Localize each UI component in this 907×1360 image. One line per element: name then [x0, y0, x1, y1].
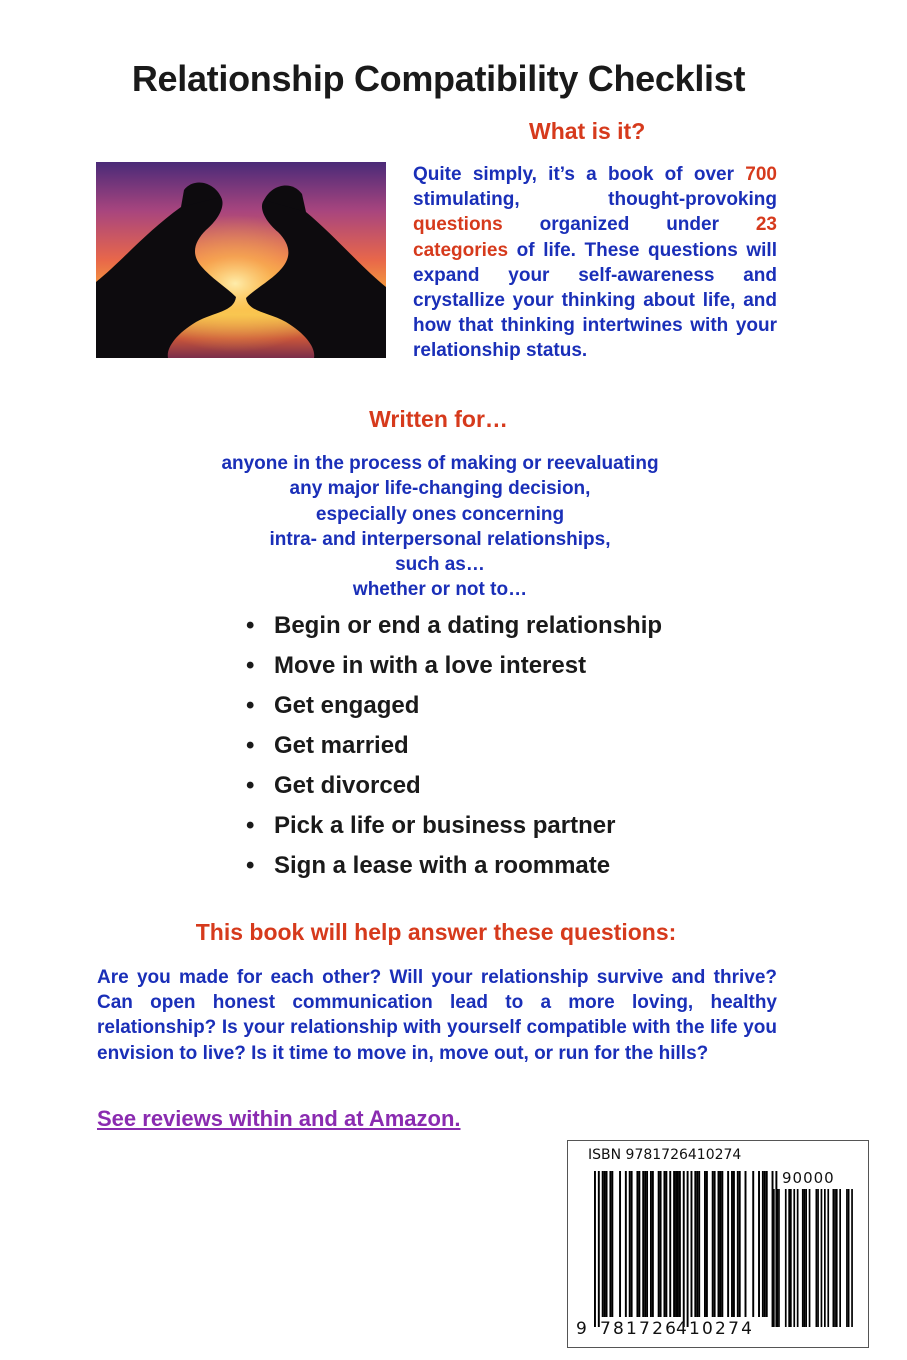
audience-line: such as…	[395, 554, 485, 576]
list-item: • Sign a lease with a roommate	[246, 848, 662, 888]
barcode-bar	[611, 1171, 613, 1317]
barcode-bar	[660, 1171, 662, 1317]
addon-bar	[817, 1189, 819, 1327]
barcode-bar	[719, 1171, 721, 1317]
bullet-icon: •	[246, 732, 255, 759]
barcode-bar	[677, 1171, 679, 1317]
addon-bar	[846, 1189, 848, 1327]
questions-keyword: questions	[413, 214, 503, 236]
audience-line: especially ones concerning	[315, 503, 565, 525]
barcode-bar	[704, 1171, 706, 1317]
bullet-icon: •	[246, 692, 255, 719]
question-count: 700	[745, 164, 777, 185]
addon-bar	[827, 1189, 829, 1327]
barcode-bar	[731, 1171, 733, 1317]
barcode-bar	[694, 1171, 696, 1317]
barcode-bar	[604, 1171, 606, 1317]
barcode-bar	[679, 1171, 681, 1317]
barcode-bar	[727, 1171, 729, 1317]
isbn-barcode	[567, 1140, 869, 1348]
barcode-bar	[606, 1171, 608, 1317]
bullet-icon: •	[246, 812, 255, 839]
barcode-right-digits: 410274	[676, 1319, 755, 1339]
bullet-icon: •	[246, 852, 255, 879]
barcode-lead-digit: 9	[576, 1319, 590, 1339]
barcode-bar	[675, 1171, 677, 1317]
barcode-bar	[687, 1171, 689, 1327]
category-count: 23	[755, 214, 777, 236]
list-item: • Get engaged	[246, 688, 662, 728]
barcode-bar	[669, 1171, 671, 1317]
audience-line: anyone in the process of making or reevaluating	[221, 453, 659, 474]
barcode-bar	[745, 1171, 747, 1317]
audience-description	[160, 451, 720, 603]
addon-bar	[778, 1189, 780, 1327]
barcode-bar	[642, 1171, 644, 1317]
barcode-bar	[766, 1171, 768, 1317]
barcode-bar	[739, 1171, 741, 1317]
page-title: Relationship Compatibility Checklist	[131, 58, 746, 99]
list-item: • Begin or end a dating relationship	[246, 608, 662, 648]
addon-bar	[793, 1189, 795, 1327]
addon-bar	[790, 1189, 792, 1327]
list-item: • Get divorced	[246, 768, 662, 808]
barcode-bar	[602, 1171, 604, 1317]
barcode-bar	[718, 1171, 720, 1317]
barcode-bar	[673, 1171, 675, 1317]
decision-list	[246, 608, 662, 888]
barcode-bar	[683, 1171, 685, 1327]
audience-line: intra- and interpersonal relationships,	[269, 528, 611, 550]
barcode-bar	[644, 1171, 646, 1317]
isbn-label: ISBN 9781726410274	[588, 1147, 742, 1163]
barcode-bar	[764, 1171, 766, 1317]
addon-bar	[773, 1189, 775, 1327]
addon-number: 90000	[782, 1169, 835, 1187]
heart-hands-sunset-image	[96, 162, 386, 358]
barcode-bar	[631, 1171, 633, 1317]
barcode-bar	[721, 1171, 723, 1317]
addon-bar	[785, 1189, 787, 1327]
barcode-bar	[714, 1171, 716, 1317]
barcode-bar	[752, 1171, 754, 1317]
barcode-left-digits: 781726	[600, 1319, 679, 1339]
barcode-bar	[658, 1171, 660, 1317]
barcode-bar	[665, 1171, 667, 1317]
addon-bar	[821, 1189, 823, 1327]
audience-line: any major life-changing decision,	[289, 478, 591, 500]
addon-bar	[836, 1189, 838, 1327]
barcode-bar	[762, 1171, 764, 1317]
addon-bar	[776, 1189, 778, 1327]
barcode-bar	[691, 1171, 693, 1317]
barcode-bar	[594, 1171, 596, 1327]
barcode-bar	[650, 1171, 652, 1317]
addon-bar	[816, 1189, 818, 1327]
addon-bar	[824, 1189, 826, 1327]
list-item: • Get married	[246, 728, 662, 768]
list-item: • Pick a life or business partner	[246, 808, 662, 848]
intro-paragraph: Quite simply, it’s a book of over 700 stimulating, thought-provoking questions organized under 23 categories of life. These questions will expand your self-awareness and crystallize your thinking about life, and how that thinking intertwines with your relationship status.	[413, 164, 777, 362]
barcode-bar	[712, 1171, 714, 1317]
what-is-it-heading: What is it?	[529, 118, 646, 144]
barcode-bar	[698, 1171, 700, 1317]
barcode-bar	[636, 1171, 638, 1317]
reviews-link[interactable]: See reviews within and at Amazon.	[97, 1106, 461, 1131]
audience-line: whether or not to…	[352, 579, 528, 601]
addon-bar	[788, 1189, 790, 1327]
bullet-icon: •	[246, 652, 255, 679]
barcode-bar	[733, 1171, 735, 1317]
barcode-bar	[629, 1171, 631, 1317]
barcode-bar	[638, 1171, 640, 1317]
barcode-bar	[758, 1171, 760, 1317]
questions-paragraph: Are you made for each other? Will your relationship survive and thrive? Can open honest communication lead to a more loving, healthy relationship? Is your relationship with yourself compatible with the life you envision to live? Is it time to move in, move out, or run for the hills?	[97, 967, 777, 1064]
written-for-heading: Written for…	[369, 406, 508, 432]
barcode-bar	[619, 1171, 621, 1317]
addon-bar	[834, 1189, 836, 1327]
bullet-icon: •	[246, 772, 255, 799]
list-item: • Move in with a love interest	[246, 648, 662, 688]
barcode-bar	[625, 1171, 627, 1317]
barcode-bar	[646, 1171, 648, 1317]
addon-bar	[839, 1189, 841, 1327]
bullet-icon: •	[246, 612, 255, 639]
addon-bar	[804, 1189, 806, 1327]
addon-bar	[802, 1189, 804, 1327]
addon-bar	[851, 1189, 853, 1327]
barcode-bar	[663, 1171, 665, 1317]
categories-keyword: categories	[413, 239, 509, 261]
barcode-bar	[652, 1171, 654, 1317]
barcode-bar	[737, 1171, 739, 1317]
barcode-bar	[696, 1171, 698, 1317]
addon-bar	[805, 1189, 807, 1327]
help-heading: This book will help answer these questions:	[195, 919, 677, 945]
addon-bar	[848, 1189, 850, 1327]
barcode-bar	[706, 1171, 708, 1317]
addon-bar	[833, 1189, 835, 1327]
barcode-bar	[598, 1171, 600, 1327]
addon-bar	[797, 1189, 799, 1327]
addon-bar	[809, 1189, 811, 1327]
barcode-bar	[609, 1171, 611, 1317]
